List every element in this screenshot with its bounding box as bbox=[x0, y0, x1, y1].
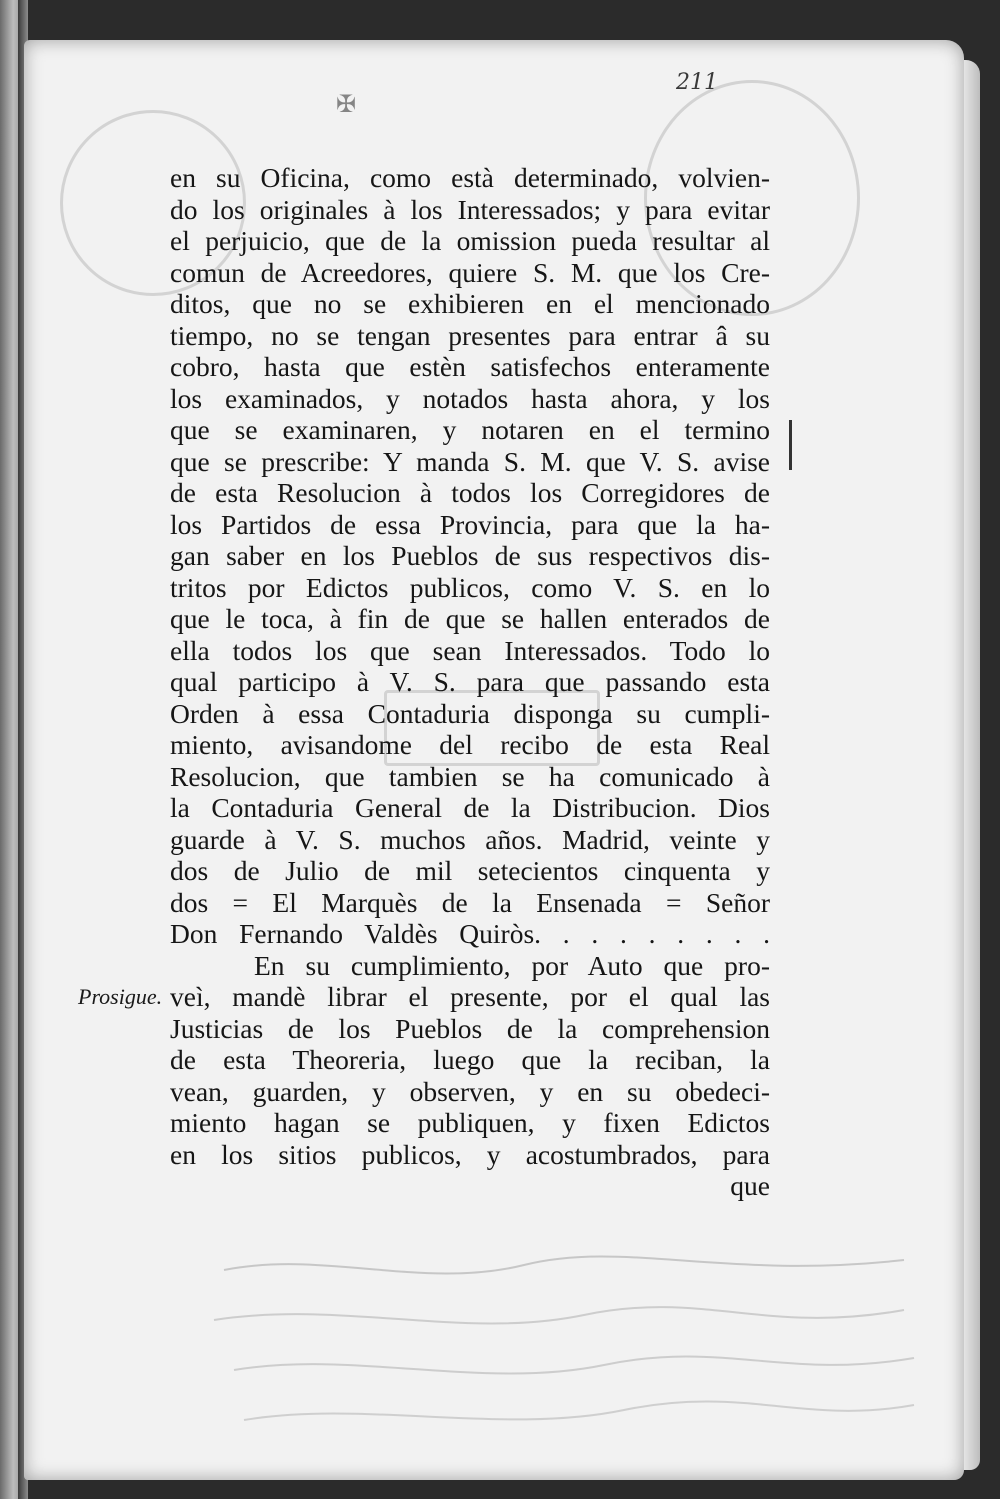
text-line: gan saber en los Pueblos de sus respectivos dis- bbox=[170, 540, 770, 571]
text-line: miento, avisandome del recibo de esta Real bbox=[170, 729, 770, 760]
text-line: dos = El Marquès de la Ensenada = Señor bbox=[170, 886, 770, 918]
text-line: de esta Resolucion à todos los Corregidores de bbox=[170, 477, 770, 508]
text-line: en su Oficina, como està determinado, volvien- bbox=[170, 162, 770, 193]
text-line: veì, mandè librar el presente, por el qual las bbox=[170, 981, 770, 1012]
catchword: que bbox=[730, 1170, 770, 1201]
margin-note: Prosigue. bbox=[78, 984, 163, 1009]
text-line: que le toca, à fin de que se hallen enterados de bbox=[170, 603, 770, 634]
text-line: que se examinaren, y notaren en el termino bbox=[170, 414, 770, 445]
text-line: los examinados, y notados hasta ahora, y los bbox=[170, 382, 770, 414]
text-line: el perjuicio, que de la omission pueda resultar al bbox=[170, 225, 770, 256]
text-line: ella todos los que sean Interessados. Todo lo bbox=[170, 634, 770, 666]
text-line: qual participo à V. S. para que passando esta bbox=[170, 666, 770, 697]
text-line: vean, guarden, y observen, y en su obedeci- bbox=[170, 1075, 770, 1107]
text-line: do los originales à los Interessados; y para evitar bbox=[170, 193, 770, 225]
text-line: tiempo, no se tengan presentes para entrar â su bbox=[170, 319, 770, 351]
text-line: comun de Acreedores, quiere S. M. que los Cre- bbox=[170, 256, 770, 288]
bleed-handwriting-strokes bbox=[204, 1240, 924, 1440]
bleed-handwriting bbox=[204, 1240, 924, 1440]
text-line: tritos por Edictos publicos, como V. S. en lo bbox=[170, 571, 770, 603]
text-line: en los sitios publicos, y acostumbrados, para bbox=[170, 1138, 770, 1170]
text-line: Orden à essa Contaduria disponga su cumpli- bbox=[170, 697, 770, 729]
text-line: los Partidos de essa Provincia, para que la ha- bbox=[170, 508, 770, 540]
text-line: dos de Julio de mil setecientos cinquenta y bbox=[170, 855, 770, 886]
text-line: que se prescribe: Y manda S. M. que V. S. avise bbox=[170, 445, 770, 477]
cross-mark-icon: ✠ bbox=[336, 92, 357, 118]
text-line: miento hagan se publiquen, y fixen Edictos bbox=[170, 1107, 770, 1138]
text-line: de esta Theoreria, luego que la reciban, la bbox=[170, 1044, 770, 1075]
text-line: En su cumplimiento, por Auto que pro- bbox=[254, 949, 770, 981]
text-line: Resolucion, que tambien se ha comunicado à bbox=[170, 760, 770, 792]
text-line: ditos, que no se exhibieren en el mencionado bbox=[170, 288, 770, 319]
text-line: cobro, hasta que estèn satisfechos enteramente bbox=[170, 351, 770, 382]
folio-number: 211 bbox=[676, 70, 718, 95]
margin-bracket-mark bbox=[775, 420, 792, 470]
body-text bbox=[170, 162, 770, 1202]
text-line: Don Fernando Valdès Quiròs. . . . . . . . . bbox=[170, 918, 770, 949]
text-line: Justicias de los Pueblos de la comprehension bbox=[170, 1012, 770, 1044]
text-line: la Contaduria General de la Distribucion. Dios bbox=[170, 792, 770, 823]
text-line: guarde à V. S. muchos años. Madrid, veinte y bbox=[170, 823, 770, 855]
